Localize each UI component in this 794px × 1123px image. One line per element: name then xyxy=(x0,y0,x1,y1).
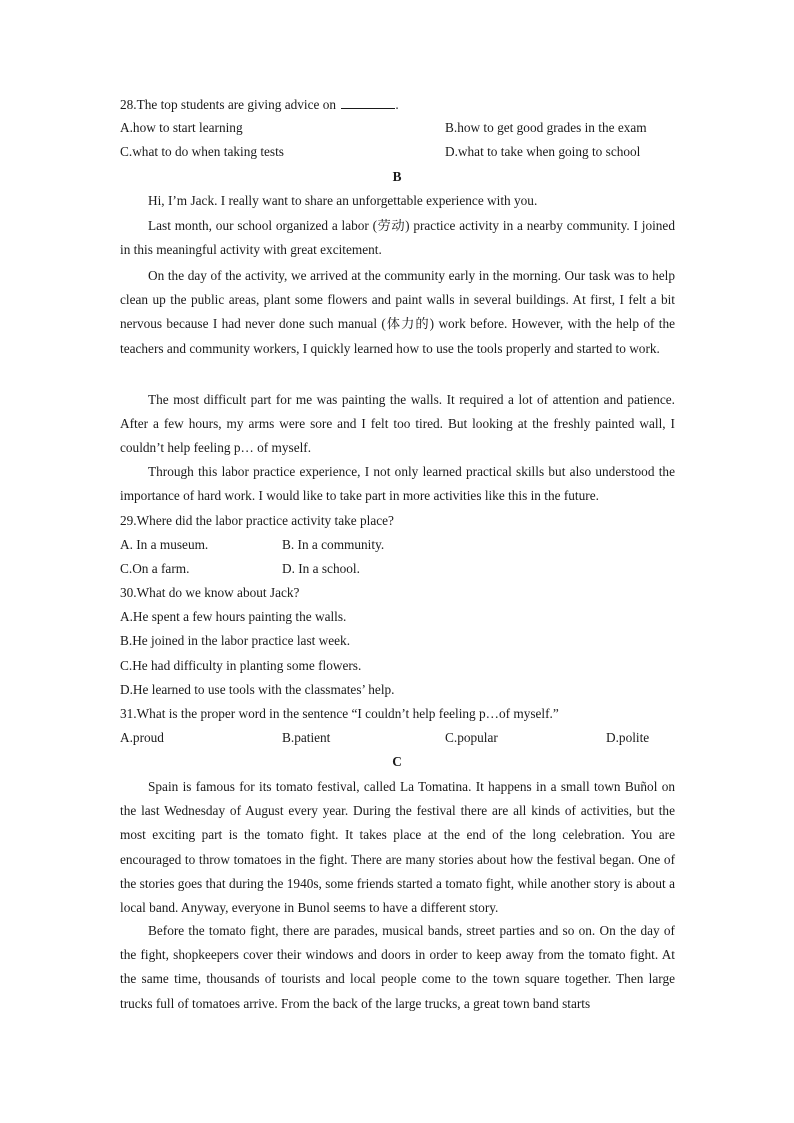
q30-option-a: A.He spent a few hours painting the walls. xyxy=(120,609,347,624)
q28-option-b: B.how to get good grades in the exam xyxy=(445,120,647,135)
question-30-stem: 30.What do we know about Jack? xyxy=(120,585,300,600)
section-b-paragraph-1: Hi, I’m Jack. I really want to share an unforgettable experience with you. xyxy=(148,193,538,208)
q29-option-a: A. In a museum. xyxy=(120,537,209,552)
section-b-paragraph-2: Last month, our school organized a labor (劳动) practice activity in a nearby community. I joined in this meaningful activity with great excitement. xyxy=(120,218,675,258)
q29-option-b: B. In a community. xyxy=(282,537,385,552)
question-28-text: 28.The top students are giving advice on xyxy=(120,97,337,112)
q30-option-b: B.He joined in the labor practice last week. xyxy=(120,633,351,648)
question-28-stem xyxy=(120,96,399,113)
section-c-paragraph-2: Before the tomato fight, there are parades, musical bands, street parties and so on. On the day of the fight, shopkeepers cover their windows and doors in order to keep away from the tomato fight. At the same time, thousands of tourists and local people come to the town square together. Then large trucks full of tomatoes arrive. From the back of the large trucks, a great town band starts xyxy=(120,923,675,1011)
q28-option-c: C.what to do when taking tests xyxy=(120,144,284,159)
q31-option-c: C.popular xyxy=(445,730,498,745)
section-b-heading: B xyxy=(392,169,402,184)
section-c-paragraph-1: Spain is famous for its tomato festival, called La Tomatina. It happens in a small town Buñol on the last Wednesday of August every year. During the festival there are all kinds of activities, but the most exciting part is the tomato fight. It takes place at the end of the long celebration. You are encouraged to throw tomatoes in the fight. There are many stories about how the festival began. One of the stories goes that during the 1940s, some friends started a tomato fight, while another story is about a local band. Anyway, everyone in Bunol seems to have a different story. xyxy=(120,779,675,916)
answer-blank xyxy=(341,96,395,109)
q28-option-d: D.what to take when going to school xyxy=(445,144,641,159)
q30-option-d: D.He learned to use tools with the classmates’ help. xyxy=(120,682,395,697)
q31-option-d: D.polite xyxy=(606,730,650,745)
section-b-paragraph-5: Through this labor practice experience, I not only learned practical skills but also understood the importance of hard work. I would like to take part in more activities like this in the future. xyxy=(120,464,675,504)
question-29-stem: 29.Where did the labor practice activity take place? xyxy=(120,513,394,528)
q29-option-d: D. In a school. xyxy=(282,561,360,576)
section-b-paragraph-3: On the day of the activity, we arrived at the community early in the morning. Our task was to help clean up the public areas, plant some flowers and paint walls in several buildings. At first, I felt a bit nervous because I had never done such manual (体力的) work before. However, with the help of the teachers and community workers, I quickly learned how to use the tools properly and started to work. xyxy=(120,268,675,356)
section-c-heading: C xyxy=(392,754,402,769)
q29-option-c: C.On a farm. xyxy=(120,561,190,576)
question-31-stem: 31.What is the proper word in the sentence “I couldn’t help feeling p…of myself.” xyxy=(120,706,559,721)
q30-option-c: C.He had difficulty in planting some flowers. xyxy=(120,658,362,673)
q28-option-a: A.how to start learning xyxy=(120,120,243,135)
q31-option-a: A.proud xyxy=(120,730,164,745)
section-b-paragraph-4: The most difficult part for me was painting the walls. It required a lot of attention and patience. After a few hours, my arms were sore and I felt too tired. But looking at the freshly painted wall, I couldn’t help feeling p… of myself. xyxy=(120,392,675,456)
q31-option-b: B.patient xyxy=(282,730,331,745)
question-28-period: . xyxy=(395,97,399,112)
